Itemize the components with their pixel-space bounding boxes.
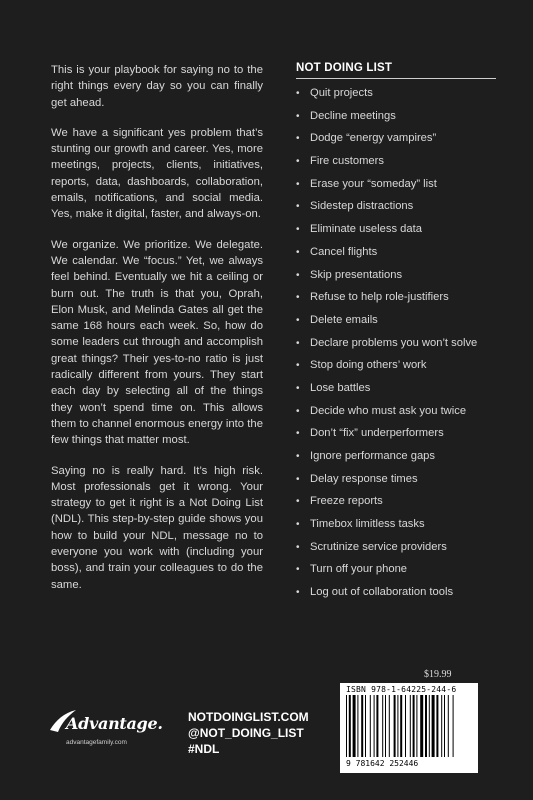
not-doing-list-item-text: Dodge “energy vampires”	[310, 132, 437, 145]
not-doing-list-item-text: Quit projects	[310, 87, 373, 99]
not-doing-list-item	[296, 336, 496, 359]
not-doing-list-item	[296, 540, 496, 563]
bullet-icon: •	[296, 405, 300, 417]
bullet-icon: •	[296, 246, 300, 258]
bullet-icon: •	[296, 224, 300, 236]
not-doing-list-item	[296, 494, 496, 517]
not-doing-list-item	[296, 381, 496, 404]
description-paragraph: Saying no is really hard. It’s high risk. Most professionals get it wrong. Your strategy to get it right is a Not Doing List (NDL). This step-by-step guide shows you how to build your NDL, message no to everyone you work with (including your boss), and train your colleagues to do the same.	[51, 464, 263, 591]
bullet-icon: •	[296, 337, 300, 349]
price-label: $19.99	[424, 669, 452, 680]
bullet-icon: •	[296, 541, 300, 553]
not-doing-list-item	[296, 517, 496, 540]
bullet-icon: •	[296, 587, 300, 599]
not-doing-list-item-text: Skip presentations	[310, 268, 403, 281]
not-doing-list-item-text: Scrutinize service providers	[310, 540, 447, 553]
bullet-icon: •	[296, 496, 300, 508]
not-doing-list-item-text: Erase your “someday” list	[310, 177, 437, 190]
not-doing-list-item-text: Timebox limitless tasks	[310, 518, 425, 531]
bullet-icon: •	[296, 156, 300, 168]
contact-block	[188, 709, 309, 757]
publisher-logo	[48, 714, 163, 746]
description-paragraph: We organize. We prioritize. We delegate. We calendar. We “focus.” Yet, we always feel behind. Eventually we hit a ceiling or burn out. The truth is that you, Oprah, Elon Musk, and Melinda Gates all get the same 168 hours each week. So, how do some leaders cut through and accomplish great things? Their yes-to-no ratio is just radically different from yours. They start each day by selecting all of the things they won’t spend time on. This allows them to channel enormous energy into the few things that matter most.	[51, 238, 263, 447]
not-doing-list-item-text: Ignore performance gaps	[310, 450, 436, 462]
not-doing-list-item-text: Sidestep distractions	[310, 200, 414, 213]
not-doing-list-item-text: Delay response times	[310, 472, 418, 485]
not-doing-list-item-text: Delete emails	[310, 313, 378, 326]
not-doing-list-item-text: Turn off your phone	[310, 563, 408, 576]
publisher-url: advantagefamily.com	[66, 739, 127, 746]
bullet-icon: •	[296, 88, 300, 99]
not-doing-list-item-text: Declare problems you won’t solve	[310, 336, 478, 349]
not-doing-list-item	[296, 154, 496, 177]
not-doing-list-item-text: Log out of collaboration tools	[310, 586, 454, 599]
not-doing-list-item	[296, 562, 496, 585]
isbn-barcode	[340, 683, 478, 773]
description-paragraph: We have a significant yes problem that’s stunting our growth and career. Yes, more meetings, projects, clients, initiatives, reports, data, dashboards, collaboration, emails, notifications, and social media. Yes, make it digital, faster, and always-on.	[51, 126, 263, 221]
bullet-icon: •	[296, 201, 300, 213]
not-doing-list-item	[296, 177, 496, 200]
bullet-icon: •	[296, 428, 300, 440]
not-doing-list-item	[296, 199, 496, 222]
not-doing-list-item	[296, 245, 496, 268]
not-doing-list-item	[296, 290, 496, 313]
bullet-icon: •	[296, 519, 300, 531]
not-doing-list-item-text: Cancel flights	[310, 245, 378, 258]
bullet-icon: •	[296, 178, 300, 190]
bullet-icon: •	[296, 314, 300, 326]
publisher-swoosh-icon	[48, 708, 78, 734]
bullet-icon: •	[296, 292, 300, 304]
bullet-icon: •	[296, 360, 300, 372]
not-doing-list-item	[296, 222, 496, 245]
not-doing-list-item	[296, 86, 496, 109]
bullet-icon: •	[296, 473, 300, 485]
isbn-text: ISBN 978-1-64225-244-6	[346, 685, 457, 694]
bullet-icon: •	[296, 564, 300, 576]
not-doing-list-panel	[296, 62, 496, 608]
not-doing-list-item	[296, 358, 496, 381]
not-doing-list-item	[296, 109, 496, 132]
not-doing-list-item-text: Lose battles	[310, 381, 371, 394]
ean-text: 9 781642 252446	[346, 759, 419, 768]
not-doing-list-item-text: Stop doing others’ work	[310, 359, 427, 372]
description-paragraph: This is your playbook for saying no to the right things every day so you can finally get ahead.	[51, 64, 263, 109]
publisher-logo-text: Advantage.	[66, 714, 163, 733]
website-text: NOTDOINGLIST.COM	[188, 710, 309, 724]
bullet-icon: •	[296, 110, 300, 122]
not-doing-list-item	[296, 313, 496, 336]
bullet-icon: •	[296, 382, 300, 394]
not-doing-list-item	[296, 585, 496, 608]
barcode-bars	[346, 695, 472, 759]
not-doing-list-item	[296, 131, 496, 154]
bullet-icon: •	[296, 133, 300, 145]
not-doing-list-item-text: Decide who must ask you twice	[310, 404, 467, 417]
back-cover-description	[51, 62, 263, 607]
not-doing-list-title: NOT DOING LIST	[296, 62, 496, 79]
bullet-icon: •	[296, 451, 300, 462]
not-doing-list-item-text: Don’t “fix” underperformers	[310, 427, 444, 440]
not-doing-list-item	[296, 268, 496, 291]
social-handle-text: @NOT_DOING_LIST	[188, 726, 304, 740]
not-doing-list-item	[296, 449, 496, 472]
not-doing-list-item-text: Eliminate useless data	[310, 223, 422, 236]
not-doing-list-item-text: Refuse to help role-justifiers	[310, 291, 449, 304]
hashtag-text: #NDL	[188, 742, 220, 756]
not-doing-list-item-text: Freeze reports	[310, 495, 383, 508]
not-doing-list-item-text: Fire customers	[310, 155, 384, 168]
not-doing-list	[296, 86, 496, 608]
not-doing-list-item	[296, 472, 496, 495]
not-doing-list-item	[296, 404, 496, 427]
bullet-icon: •	[296, 269, 300, 281]
not-doing-list-item	[296, 426, 496, 449]
not-doing-list-item-text: Decline meetings	[310, 109, 396, 122]
